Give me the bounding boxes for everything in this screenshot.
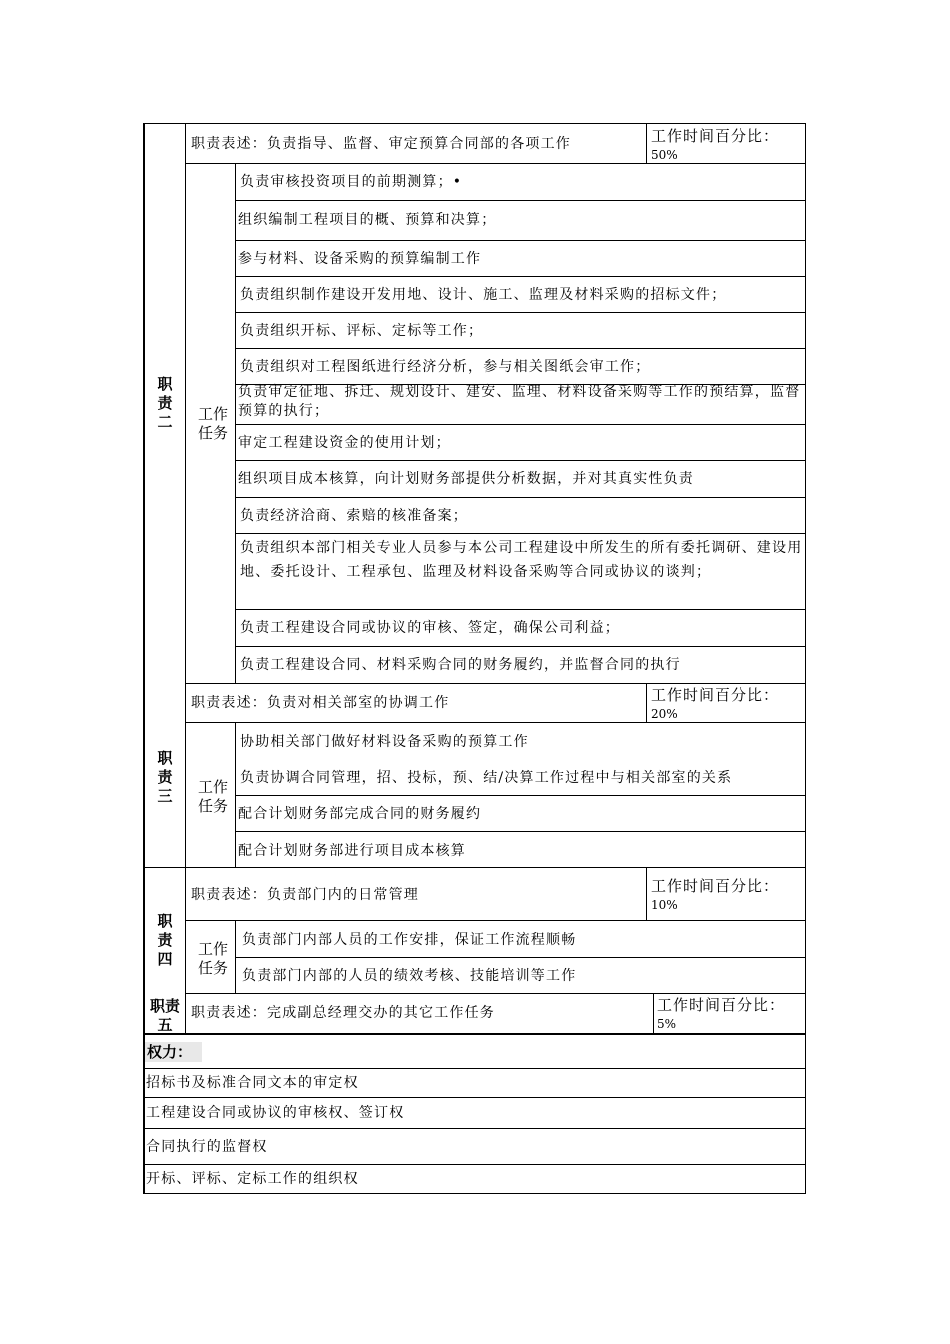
duty4-task-label: 工作任务 bbox=[197, 940, 228, 977]
duty4-task: 负责部门内部人员的工作安排，保证工作流程顺畅 bbox=[242, 932, 577, 948]
powers-header: 权力： bbox=[145, 1042, 202, 1062]
power-item: 工程建设合同或协议的审核权、签订权 bbox=[146, 1105, 405, 1121]
duty3-task-label: 工作任务 bbox=[197, 778, 228, 815]
duty2-task: 组织项目成本核算，向计划财务部提供分析数据，并对其真实性负责 bbox=[238, 471, 694, 487]
power-item: 开标、评标、定标工作的组织权 bbox=[146, 1171, 359, 1187]
power-item: 招标书及标准合同文本的审定权 bbox=[146, 1075, 359, 1091]
duty3-time-value: 20% bbox=[651, 707, 678, 721]
duty2-task: 负责组织制作建设开发用地、设计、施工、监理及材料采购的招标文件； bbox=[240, 287, 727, 303]
duty4-time-value: 10% bbox=[651, 898, 678, 912]
duty2-task: 组织编制工程项目的概、预算和决算； bbox=[238, 212, 497, 228]
power-item: 合同执行的监督权 bbox=[146, 1139, 268, 1155]
duty2-task-label: 工作任务 bbox=[197, 405, 228, 442]
duty4-time-label: 工作时间百分比： bbox=[651, 877, 780, 895]
duty5-time-value: 5% bbox=[657, 1017, 677, 1031]
duty2-task: 审定工程建设资金的使用计划； bbox=[238, 435, 451, 451]
duty4-label: 职责四 bbox=[157, 912, 173, 968]
duty5-time-label: 工作时间百分比： bbox=[657, 996, 786, 1014]
duty2-task: 负责工程建设合同、材料采购合同的财务履约，并监督合同的执行 bbox=[240, 657, 681, 673]
duty2-task: 负责组织本部门相关专业人员参与本公司工程建设中所发生的所有委托调研、建设用地、委托设计、工程承包、监理及材料设备采购等合同或协议的谈判； bbox=[240, 540, 803, 580]
duty2-time-label: 工作时间百分比： bbox=[651, 127, 780, 145]
duty3-task: 配合计划财务部完成合同的财务履约 bbox=[238, 806, 482, 822]
duty2-task: 负责经济洽商、索赔的核准备案； bbox=[240, 508, 468, 524]
duty2-label: 职责二 bbox=[157, 375, 173, 431]
duty2-task: 负责组织对工程图纸进行经济分析，参与相关图纸会审工作； bbox=[240, 359, 651, 375]
duty3-time-label: 工作时间百分比： bbox=[651, 686, 780, 704]
duty3-description: 职责表述：负责对相关部室的协调工作 bbox=[191, 695, 450, 711]
duty4-description: 职责表述：负责部门内的日常管理 bbox=[191, 887, 419, 903]
duty2-description: 职责表述：负责指导、监督、审定预算合同部的各项工作 bbox=[191, 136, 571, 152]
duty3-task: 协助相关部门做好材料设备采购的预算工作 bbox=[240, 734, 529, 750]
duty5-description: 职责表述：完成副总经理交办的其它工作任务 bbox=[191, 1005, 495, 1021]
duty3-task: 负责协调合同管理，招、投标，预、结/决算工作过程中与相关部室的关系 bbox=[240, 770, 733, 786]
duty2-task: 负责组织开标、评标、定标等工作； bbox=[240, 323, 484, 339]
duty2-time-value: 50% bbox=[651, 148, 678, 162]
duty3-label: 职责三 bbox=[157, 749, 173, 805]
duty3-task: 配合计划财务部进行项目成本核算 bbox=[238, 843, 466, 859]
duty2-task: 负责审定征地、拆迁、规划设计、建安、监理、材料设备采购等工作的预结算，监督预算的执行； bbox=[238, 384, 801, 419]
duty2-task: 参与材料、设备采购的预算编制工作 bbox=[238, 251, 482, 267]
duty2-task: 负责审核投资项目的前期测算；• bbox=[240, 174, 463, 190]
duty5-label: 职责五 bbox=[149, 997, 180, 1034]
duty4-task: 负责部门内部的人员的绩效考核、技能培训等工作 bbox=[242, 968, 577, 984]
duty2-task: 负责工程建设合同或协议的审核、签定，确保公司利益； bbox=[240, 620, 620, 636]
